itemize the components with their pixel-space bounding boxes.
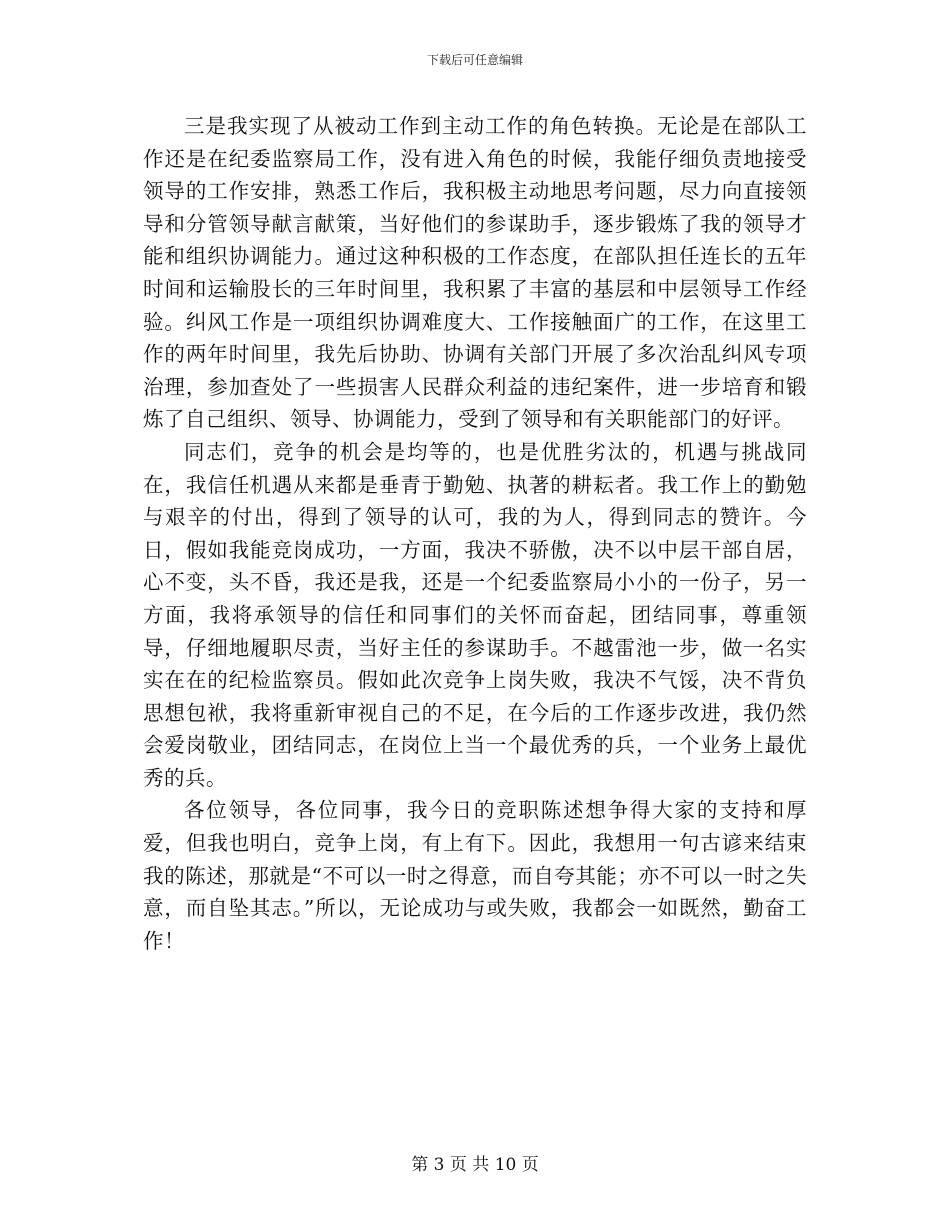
paragraph-opportunity: 同志们，竞争的机会是均等的，也是优胜劣汰的，机遇与挑战同在，我信任机遇从来都是垂青于勤勉、执著的耕耘者。我工作上的勤勉与艰辛的付出，得到了领导的认可，我的为人，得到同志的赞许。今日，假如我能竞岗成功，一方面，我决不骄傲，决不以中层干部自居，心不变，头不昏，我还是我，还是一个纪委监察局小小的一份子，另一方面，我将承领导的信任和同事们的关怀而奋起，团结同事，尊重领导，仔细地履职尽责，当好主任的参谋助手。不越雷池一步，做一名实实在在的纪检监察员。假如此次竞争上岗失败，我决不气馁，决不背负思想包袱，我将重新审视自己的不足，在今后的工作逐步改进，我仍然会爱岗敬业，团结同志，在岗位上当一个最优秀的兵，一个业务上最优秀的兵。 xyxy=(143,439,807,790)
page-header: 下载后可任意编辑 xyxy=(426,53,523,67)
paragraph-closing: 各位领导，各位同事，我今日的竞职陈述想争得大家的支持和厚爱，但我也明白，竞争上岗，有上有下。因此，我想用一句古谚来结束我的陈述，那就是“不可以一时之得意，而自夸其能；亦不可以一时之失意，而自坠其志。”所以，无论成功与或失败，我都会一如既然，勤奋工作！ xyxy=(143,798,807,953)
page-number: 第 3 页 共 10 页 xyxy=(411,1155,539,1175)
document-body xyxy=(143,110,807,957)
paragraph-role-transition: 三是我实现了从被动工作到主动工作的角色转换。无论是在部队工作还是在纪委监察局工作，没有进入角色的时候，我能仔细负责地接受领导的工作安排，熟悉工作后，我积极主动地思考问题，尽力向直接领导和分管领导献言献策，当好他们的参谋助手，逐步锻炼了我的领导才能和组织协调能力。通过这种积极的工作态度，在部队担任连长的五年时间和运输股长的三年时间里，我积累了丰富的基层和中层领导工作经验。纠风工作是一项组织协调难度大、工作接触面广的工作，在这里工作的两年时间里，我先后协助、协调有关部门开展了多次治乱纠风专项治理，参加查处了一些损害人民群众利益的违纪案件，进一步培育和锻炼了自己组织、领导、协调能力，受到了领导和有关职能部门的好评。 xyxy=(143,114,807,432)
